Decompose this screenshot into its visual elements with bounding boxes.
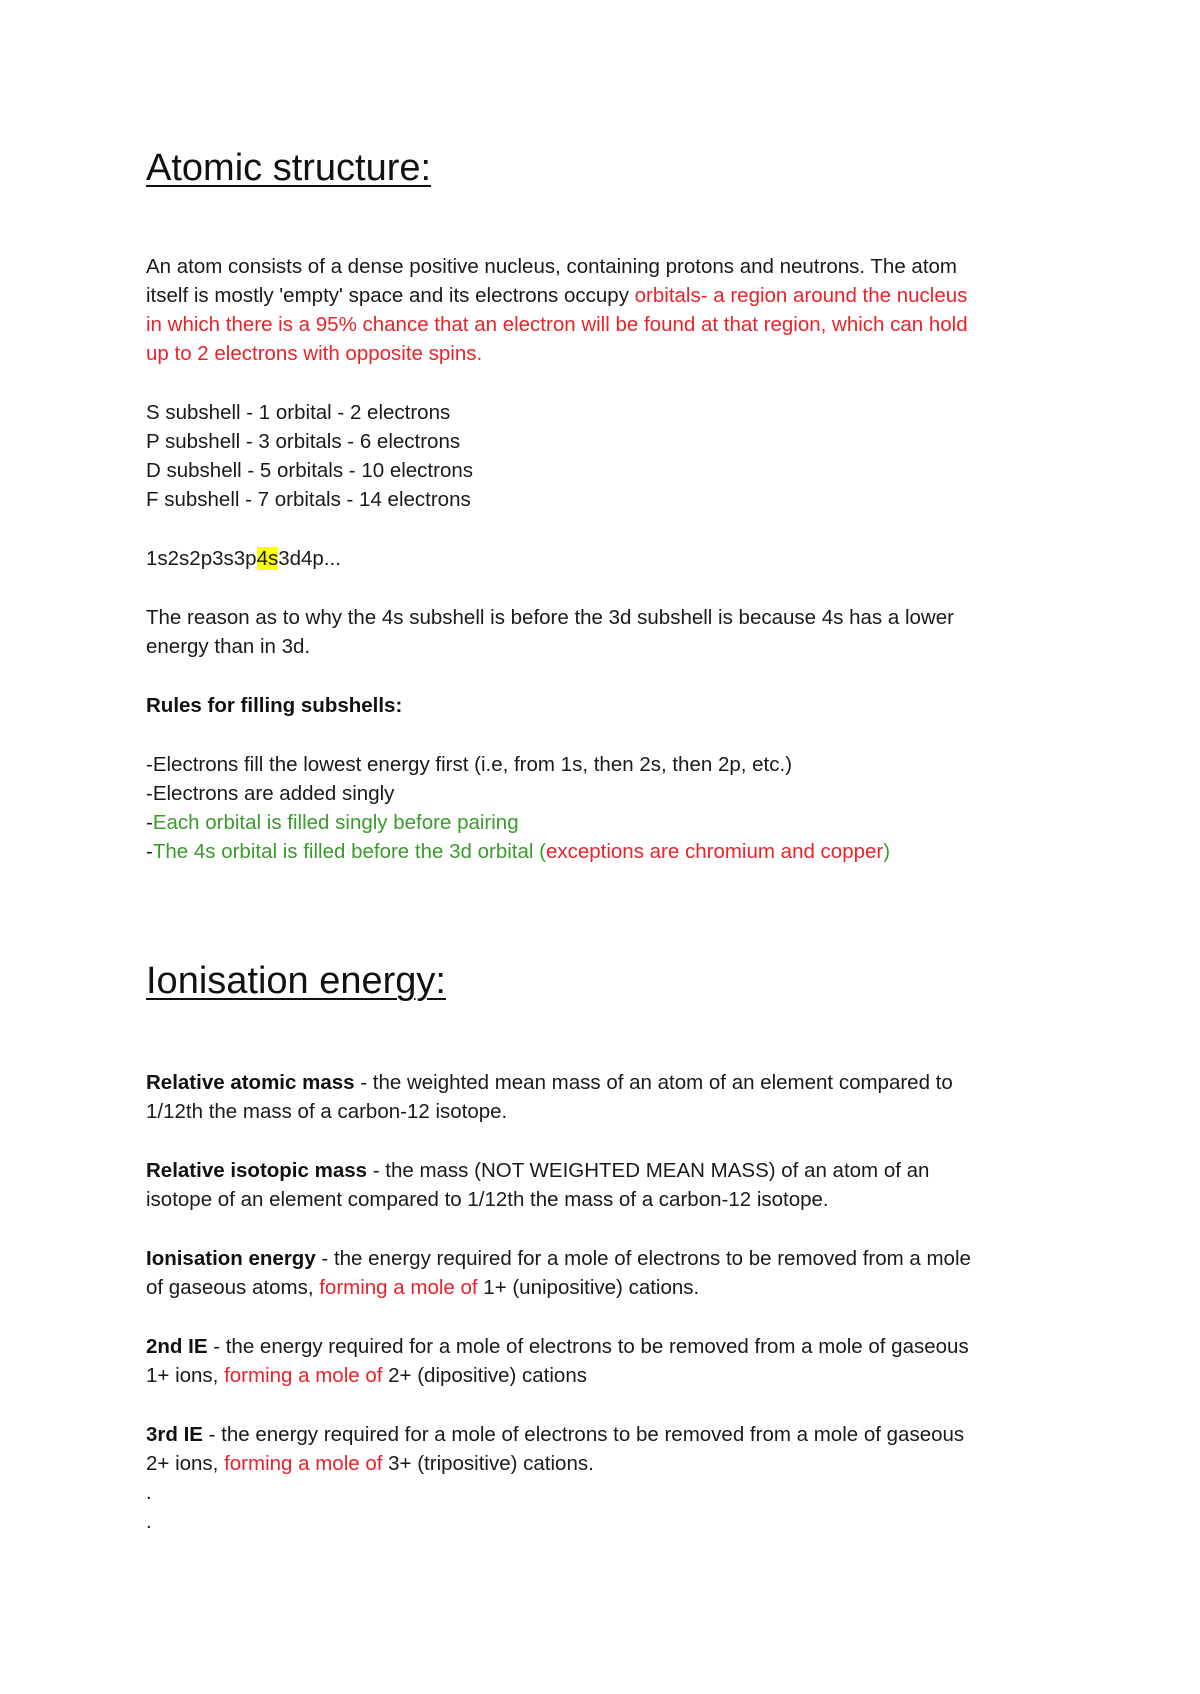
term-relative-atomic-mass: Relative atomic mass [146,1071,355,1094]
ie3-line-2: 2+ ions, forming a mole of 3+ (tripositive) cations. [146,1452,594,1475]
term-relative-isotopic-mass: Relative isotopic mass [146,1159,368,1182]
heading-atomic-structure: Atomic structure: [146,147,432,189]
rim-line-2: isotope of an element compared to 1/12th the mass of a carbon-12 isotope. [146,1188,829,1211]
reason-line-1: The reason as to why the 4s subshell is before the 3d subshell is because 4s has a lower [146,606,954,629]
ie3-line-1: 3rd IE - the energy required for a mole of electrons to be removed from a mole of gaseous [146,1423,965,1446]
rim-line-1: Relative isotopic mass - the mass (NOT WEIGHTED MEAN MASS) of an atom of an [146,1159,930,1182]
trailing-dot-2: . [146,1510,152,1533]
ie-line-1: Ionisation energy - the energy required for a mole of electrons to be removed from a mole [146,1247,971,1270]
electron-configuration: 1s2s2p3s3p4s3d4p... [146,547,341,570]
trailing-dot-1: . [146,1481,152,1504]
intro-line-1: An atom consists of a dense positive nucleus, containing protons and neutrons. The atom [146,255,958,278]
term-ionisation-energy: Ionisation energy [146,1247,316,1270]
intro-line-3: in which there is a 95% chance that an electron will be found at that region, which can hold [146,313,968,336]
ram-line-2: 1/12th the mass of a carbon-12 isotope. [146,1100,508,1123]
subshell-f: F subshell - 7 orbitals - 14 electrons [146,488,471,511]
highlight-4s: 4s [256,547,279,570]
intro-line-2: itself is mostly 'empty' space and its electrons occupy orbitals- a region around the nucleus [146,284,968,307]
ie2-line-1: 2nd IE - the energy required for a mole of electrons to be removed from a mole of gaseous [146,1335,969,1358]
subshell-d: D subshell - 5 orbitals - 10 electrons [146,459,474,482]
subshell-s: S subshell - 1 orbital - 2 electrons [146,401,451,424]
rule-4: -The 4s orbital is filled before the 3d orbital (exceptions are chromium and copper) [146,840,891,863]
reason-line-2: energy than in 3d. [146,635,311,658]
heading-ionisation-energy: Ionisation energy: [146,960,446,1002]
term-3rd-ie: 3rd IE [146,1423,203,1446]
rules-title: Rules for filling subshells: [146,694,403,717]
ram-line-1: Relative atomic mass - the weighted mean mass of an atom of an element compared to [146,1071,953,1094]
rule-1: -Electrons fill the lowest energy first (i.e, from 1s, then 2s, then 2p, etc.) [146,753,793,776]
orbital-definition: orbitals- a region around the nucleus [634,284,968,307]
ie2-line-2: 1+ ions, forming a mole of 2+ (dipositive) cations [146,1364,587,1387]
term-2nd-ie: 2nd IE [146,1335,208,1358]
ie-line-2: of gaseous atoms, forming a mole of 1+ (unipositive) cations. [146,1276,700,1299]
rule-2: -Electrons are added singly [146,782,395,805]
subshell-p: P subshell - 3 orbitals - 6 electrons [146,430,461,453]
exceptions-note: exceptions are chromium and copper [545,840,884,863]
intro-line-4: up to 2 electrons with opposite spins. [146,342,483,365]
rule-3: -Each orbital is filled singly before pairing [146,811,519,834]
